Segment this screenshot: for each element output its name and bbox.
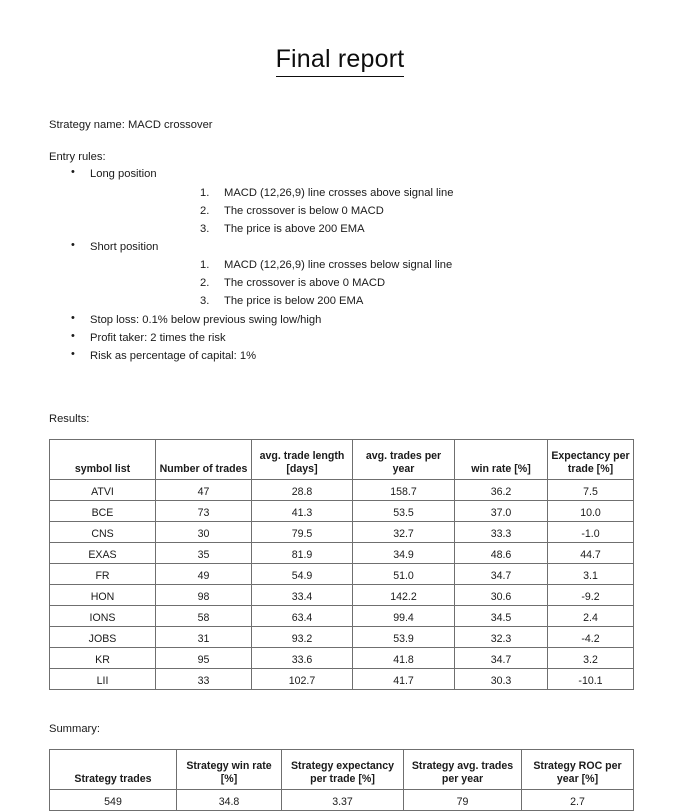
cell-trades: 98: [156, 585, 252, 606]
cell-length: 79.5: [252, 522, 353, 543]
cell-trades: 33: [156, 669, 252, 690]
cell-per-year: 51.0: [353, 564, 455, 585]
cell-win-rate: 37.0: [455, 501, 548, 522]
cell-expectancy: -9.2: [548, 585, 634, 606]
list-item-text: The price is above 200 EMA: [224, 222, 365, 235]
cell-length: 93.2: [252, 627, 353, 648]
cell-per-year: 41.7: [353, 669, 455, 690]
cell-win-rate: 33.3: [455, 522, 548, 543]
table-row: [50, 648, 634, 669]
table-row: [50, 669, 634, 690]
cell-symbol: IONS: [50, 606, 156, 627]
table-row: [50, 585, 634, 606]
cell-win-rate: 34.5: [455, 606, 548, 627]
column-header-strategy-roc: Strategy ROC per year [%]: [522, 750, 634, 790]
cell-trades: 30: [156, 522, 252, 543]
cell-per-year: 99.4: [353, 606, 455, 627]
cell-symbol: EXAS: [50, 543, 156, 564]
list-item-text: MACD (12,26,9) line crosses below signal line: [224, 259, 453, 272]
cell-expectancy: 2.4: [548, 606, 634, 627]
cell-length: 41.3: [252, 501, 353, 522]
cell-per-year: 53.5: [353, 501, 455, 522]
cell-per-year: 41.8: [353, 648, 455, 669]
cell-length: 28.8: [252, 480, 353, 501]
cell-expectancy: 44.7: [548, 543, 634, 564]
list-item: • Profit taker: 2 times the risk: [0, 329, 680, 347]
summary-label: Summary:: [49, 723, 100, 736]
cell-symbol: JOBS: [50, 627, 156, 648]
cell-win-rate: 32.3: [455, 627, 548, 648]
table-row: [50, 606, 634, 627]
cell-length: 33.6: [252, 648, 353, 669]
list-item-number: 1.: [200, 259, 210, 272]
column-header-number-of-trades: Number of trades: [156, 440, 252, 480]
cell-strategy-roc: 2.7: [522, 790, 634, 811]
long-position-rules: [90, 184, 680, 238]
column-header-strategy-avg-trades: Strategy avg. trades per year: [404, 750, 522, 790]
cell-trades: 58: [156, 606, 252, 627]
cell-win-rate: 30.6: [455, 585, 548, 606]
list-item-number: 3.: [200, 295, 210, 308]
short-position-rules: [90, 256, 680, 310]
entry-rules-list: [0, 165, 680, 365]
list-item: • Stop loss: 0.1% below previous swing low/high: [0, 311, 680, 329]
list-item-number: 1.: [200, 186, 210, 199]
cell-win-rate: 30.3: [455, 669, 548, 690]
cell-expectancy: 7.5: [548, 480, 634, 501]
table-row: [50, 501, 634, 522]
list-item-text: MACD (12,26,9) line crosses above signal line: [224, 186, 454, 199]
list-item: • Risk as percentage of capital: 1%: [0, 347, 680, 365]
cell-expectancy: -10.1: [548, 669, 634, 690]
cell-length: 81.9: [252, 543, 353, 564]
results-label: Results:: [49, 413, 90, 426]
cell-symbol: LII: [50, 669, 156, 690]
table-header-row: [50, 750, 634, 790]
column-header-avg-trade-length: avg. trade length [days]: [252, 440, 353, 480]
cell-strategy-win-rate: 34.8: [177, 790, 282, 811]
column-header-expectancy: Expectancy per trade [%]: [548, 440, 634, 480]
list-item-number: 2.: [200, 204, 210, 217]
list-item-text: The crossover is below 0 MACD: [224, 204, 384, 217]
cell-symbol: ATVI: [50, 480, 156, 501]
column-header-strategy-trades: Strategy trades: [50, 750, 177, 790]
cell-symbol: BCE: [50, 501, 156, 522]
table-row: [50, 522, 634, 543]
table-row: [50, 480, 634, 501]
table-header-row: [50, 440, 634, 480]
column-header-strategy-win-rate: Strategy win rate [%]: [177, 750, 282, 790]
list-item: [90, 274, 680, 292]
list-item-number: 3.: [200, 222, 210, 235]
cell-trades: 95: [156, 648, 252, 669]
column-header-win-rate: win rate [%]: [455, 440, 548, 480]
cell-length: 102.7: [252, 669, 353, 690]
cell-win-rate: 36.2: [455, 480, 548, 501]
cell-per-year: 34.9: [353, 543, 455, 564]
list-item-text: The crossover is above 0 MACD: [224, 277, 386, 290]
list-item: [90, 202, 680, 220]
list-item: [90, 220, 680, 238]
cell-strategy-avg-trades: 79: [404, 790, 522, 811]
entry-rules-label: Entry rules:: [49, 151, 106, 164]
cell-win-rate: 34.7: [455, 564, 548, 585]
cell-per-year: 53.9: [353, 627, 455, 648]
cell-trades: 35: [156, 543, 252, 564]
cell-win-rate: 48.6: [455, 543, 548, 564]
strategy-name-line: Strategy name: MACD crossover: [49, 119, 213, 131]
list-item: [90, 292, 680, 310]
cell-length: 33.4: [252, 585, 353, 606]
page-title: [0, 0, 680, 74]
cell-per-year: 158.7: [353, 480, 455, 501]
table-row: [50, 564, 634, 585]
entry-rule-group-label: Long position: [90, 168, 157, 181]
cell-expectancy: 3.1: [548, 564, 634, 585]
cell-expectancy: -4.2: [548, 627, 634, 648]
cell-length: 54.9: [252, 564, 353, 585]
cell-symbol: FR: [50, 564, 156, 585]
cell-per-year: 142.2: [353, 585, 455, 606]
column-header-symbol-list: symbol list: [50, 440, 156, 480]
cell-expectancy: 3.2: [548, 648, 634, 669]
summary-table: [49, 749, 634, 811]
results-table: [49, 439, 634, 690]
cell-symbol: CNS: [50, 522, 156, 543]
table-row: [50, 543, 634, 564]
list-item: [90, 184, 680, 202]
cell-trades: 73: [156, 501, 252, 522]
cell-symbol: HON: [50, 585, 156, 606]
cell-trades: 31: [156, 627, 252, 648]
cell-trades: 49: [156, 564, 252, 585]
cell-expectancy: -1.0: [548, 522, 634, 543]
entry-rule-group-label: Short position: [90, 241, 159, 254]
cell-strategy-expectancy: 3.37: [282, 790, 404, 811]
list-item: [90, 256, 680, 274]
cell-win-rate: 34.7: [455, 648, 548, 669]
cell-length: 63.4: [252, 606, 353, 627]
cell-per-year: 32.7: [353, 522, 455, 543]
cell-expectancy: 10.0: [548, 501, 634, 522]
entry-rule-group-long: [0, 165, 680, 238]
list-item-text: The price is below 200 EMA: [224, 295, 364, 308]
column-header-avg-trades-year: avg. trades per year: [353, 440, 455, 480]
list-item-number: 2.: [200, 277, 210, 290]
page-title-text: Final report: [276, 45, 405, 77]
cell-strategy-trades: 549: [50, 790, 177, 811]
table-row: [50, 627, 634, 648]
entry-rule-group-short: [0, 238, 680, 311]
column-header-strategy-expectancy: Strategy expectancy per trade [%]: [282, 750, 404, 790]
cell-symbol: KR: [50, 648, 156, 669]
cell-trades: 47: [156, 480, 252, 501]
table-row: [50, 790, 634, 811]
